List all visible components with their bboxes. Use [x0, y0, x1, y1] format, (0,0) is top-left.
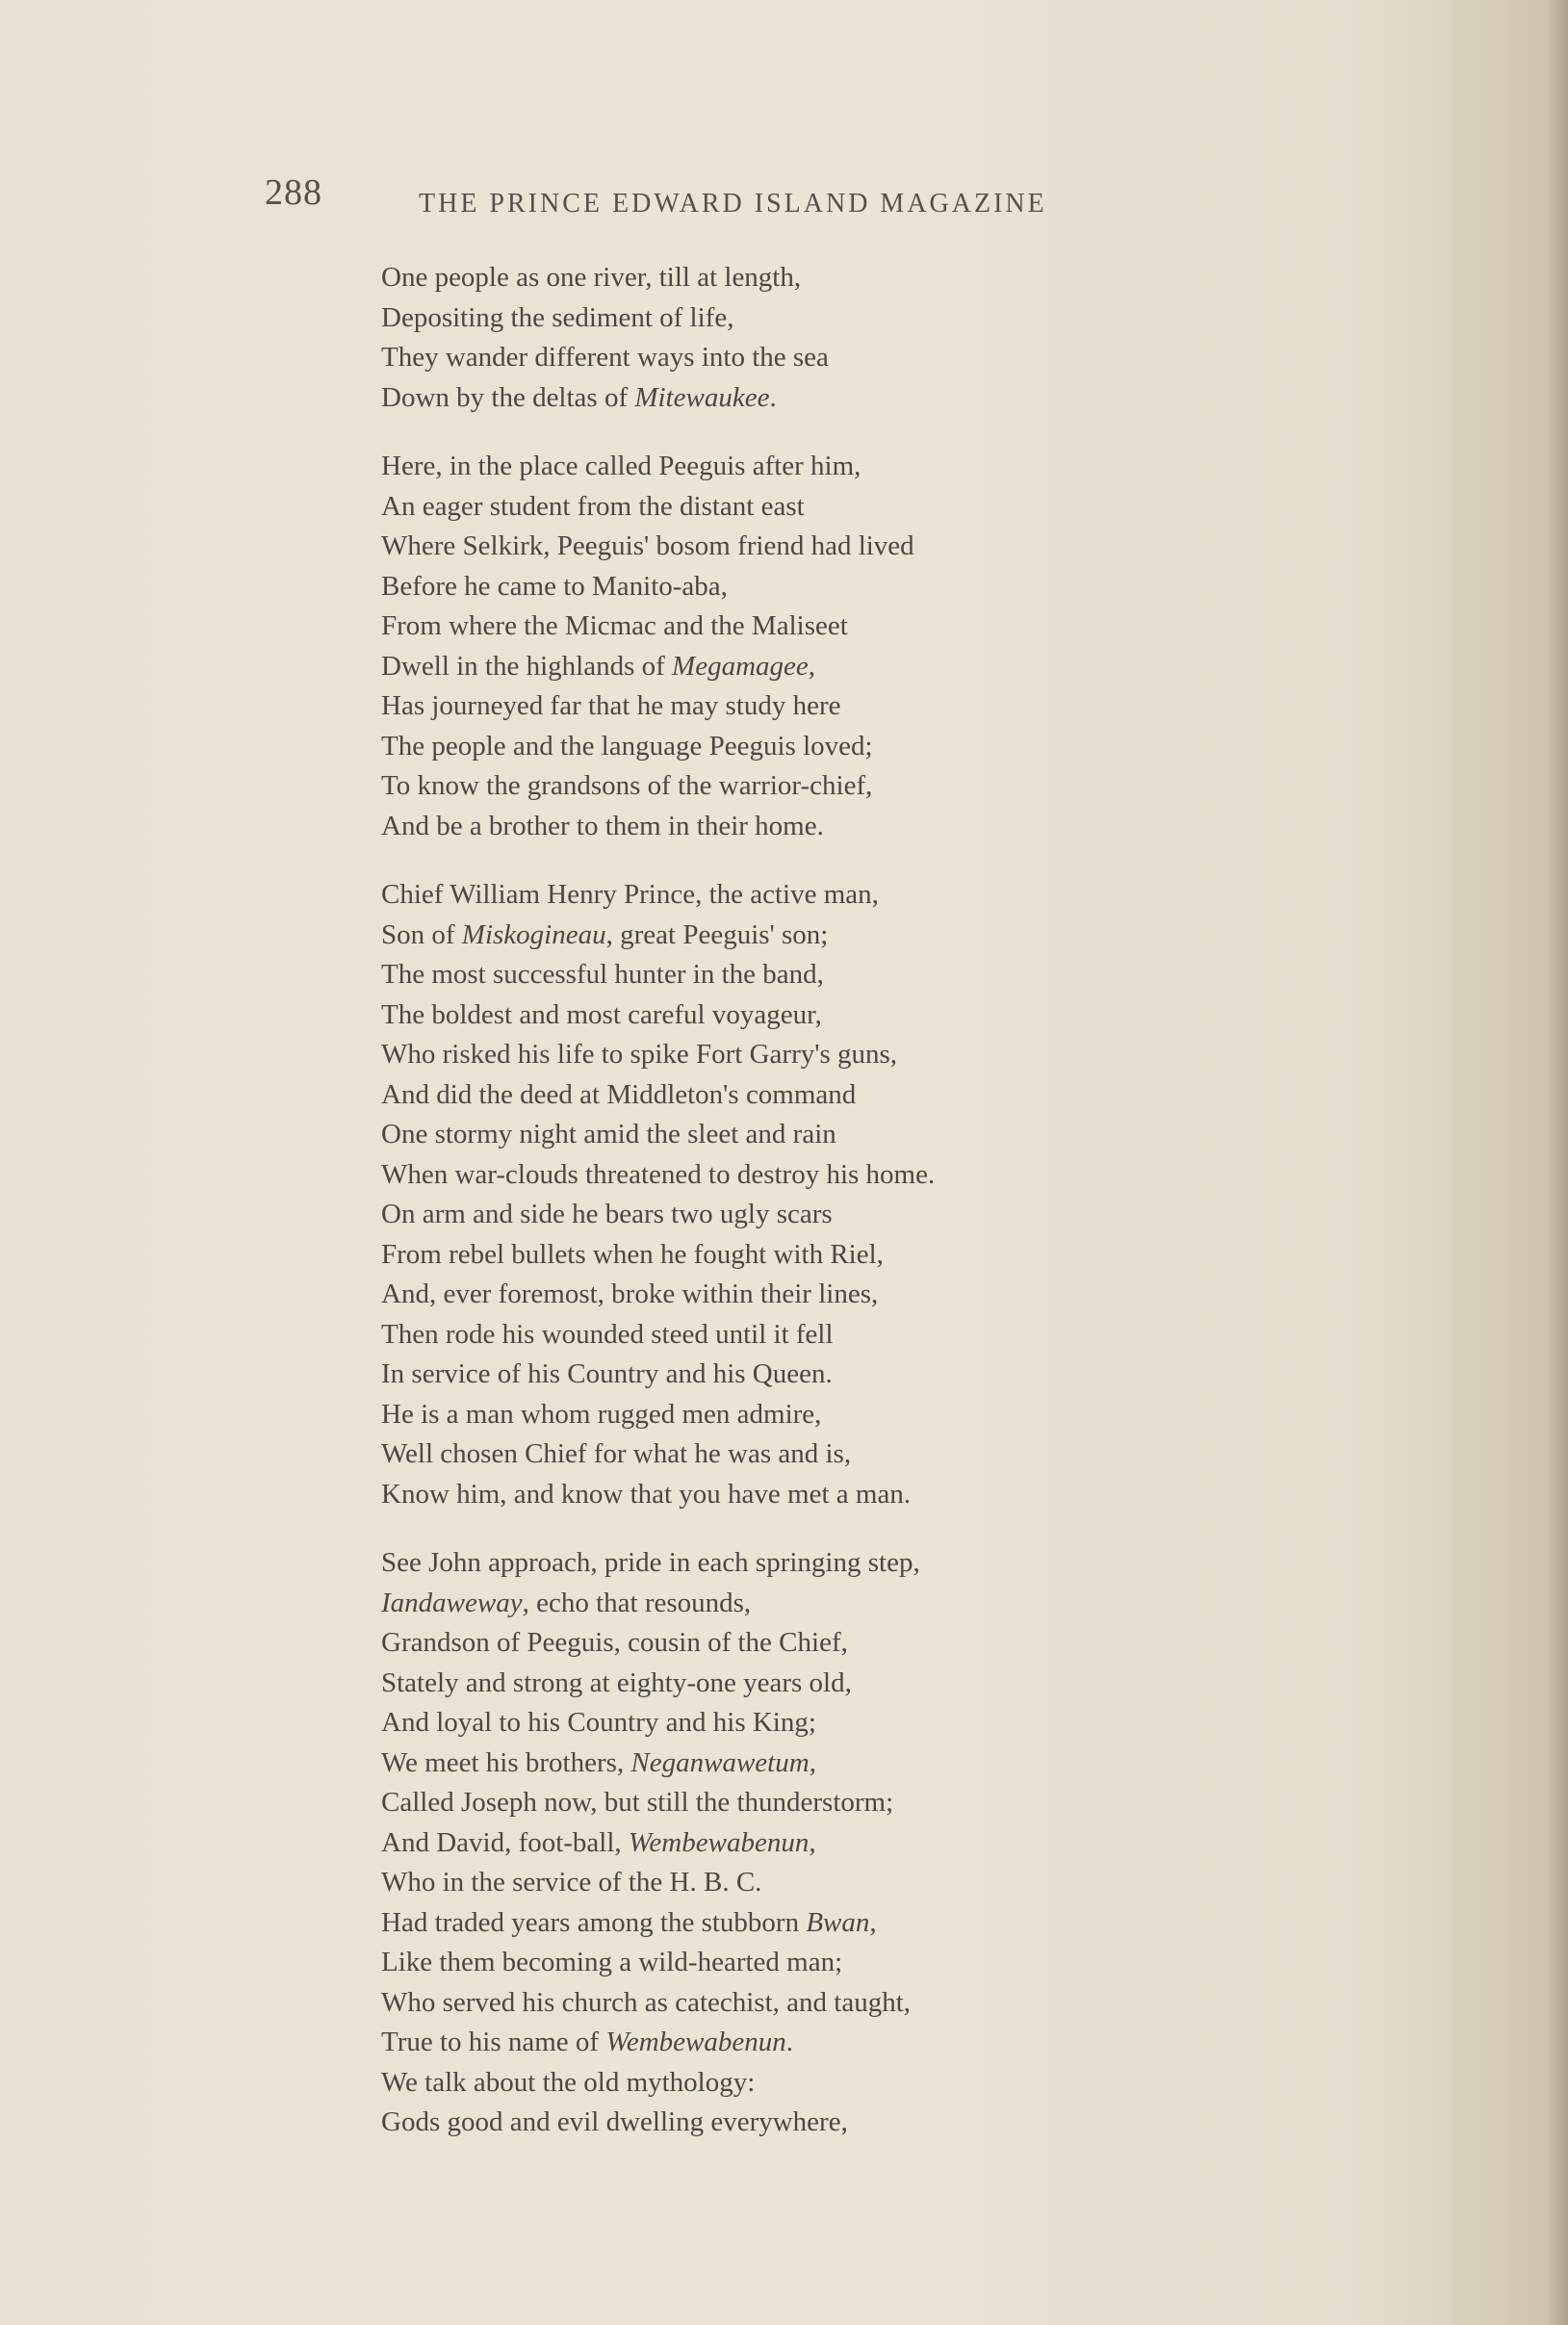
poem-line: Well chosen Chief for what he was and is, — [381, 1438, 852, 1469]
line-text: Had traded years among the stubborn — [381, 1906, 807, 1938]
italic-name: Mitewaukee — [634, 381, 770, 413]
poem-line: Who risked his life to spike Fort Garry's guns, — [381, 1039, 898, 1070]
line-text: , — [869, 1906, 877, 1938]
poem-line: The boldest and most careful voyageur, — [381, 998, 822, 1030]
poem-line: Know him, and know that you have met a man. — [381, 1478, 912, 1510]
italic-name: Iandaweway — [381, 1587, 523, 1618]
poem-line — [381, 1584, 1151, 1624]
poem-line: They wander different ways into the sea — [381, 342, 829, 373]
line-text: . — [769, 381, 777, 413]
page-header — [265, 171, 1170, 229]
poem-line: He is a man whom rugged men admire, — [381, 1398, 822, 1430]
poem-line — [381, 1744, 1151, 1784]
line-text: , — [809, 1746, 816, 1778]
line-text: , echo that resounds, — [522, 1587, 752, 1618]
stanza — [381, 447, 1151, 846]
poem-line — [381, 378, 1151, 419]
stanza — [381, 875, 1151, 1514]
poem-line: An eager student from the distant east — [381, 490, 805, 522]
italic-name: Miskogineau — [461, 918, 606, 950]
poem-line: We talk about the old mythology: — [381, 2066, 756, 2098]
poem-line: Gods good and evil dwelling everywhere, — [381, 2106, 848, 2137]
poem-line: When war-clouds threatened to destroy his home. — [381, 1158, 936, 1190]
line-text: , — [808, 650, 816, 682]
poem-line: From where the Micmac and the Maliseet — [381, 610, 848, 641]
line-text: . — [785, 2027, 793, 2057]
italic-name: Bwan — [806, 1906, 870, 1938]
line-text: Dwell in the highlands of — [381, 650, 673, 682]
poem-line: See John approach, pride in each springing step, — [381, 1547, 920, 1578]
poem-line: The people and the language Peeguis loved; — [381, 730, 873, 762]
poem-body — [381, 258, 1151, 2172]
line-text: And David, foot-ball, — [381, 1826, 629, 1858]
poem-line: Before he came to Manito-aba, — [381, 570, 728, 602]
poem-line — [381, 2023, 1151, 2063]
poem-line: Here, in the place called Peeguis after him, — [381, 451, 861, 481]
line-text: Down by the deltas of — [381, 381, 635, 413]
line-text: True to his name of — [381, 2027, 606, 2057]
italic-name: Wembewabenun — [605, 2027, 786, 2057]
poem-line — [381, 1903, 1151, 1944]
poem-line: Chief William Henry Prince, the active man, — [381, 879, 879, 910]
poem-line: Stately and strong at eighty-one years old, — [381, 1666, 852, 1698]
poem-line: And did the deed at Middleton's command — [381, 1078, 857, 1110]
line-text: , — [809, 1826, 816, 1858]
poem-line: To know the grandsons of the warrior-chief, — [381, 770, 873, 801]
line-text: Son of — [381, 918, 462, 950]
poem-line: Called Joseph now, but still the thunderstorm; — [381, 1787, 894, 1818]
poem-line: The most successful hunter in the band, — [381, 959, 824, 990]
poem-line: In service of his Country and his Queen. — [381, 1358, 833, 1389]
poem-line: On arm and side he bears two ugly scars — [381, 1199, 833, 1229]
poem-line: Who in the service of the H. B. C. — [381, 1867, 762, 1898]
poem-line: One people as one river, till at length, — [381, 262, 802, 293]
stanza — [381, 1543, 1151, 2143]
poem-line: Then rode his wounded steed until it fell — [381, 1318, 834, 1350]
poem-line: One stormy night amid the sleet and rain — [381, 1119, 836, 1150]
poem-line: And be a brother to them in their home. — [381, 810, 824, 841]
poem-line: And loyal to his Country and his King; — [381, 1707, 816, 1738]
poem-line: Grandson of Peeguis, cousin of the Chief, — [381, 1627, 848, 1658]
italic-name: Neganwawetum — [630, 1746, 810, 1778]
italic-name: Megamagee — [672, 650, 809, 682]
poem-line — [381, 1823, 1151, 1864]
poem-line: Where Selkirk, Peeguis' bosom friend had lived — [381, 530, 914, 561]
running-title: THE PRINCE EDWARD ISLAND MAGAZINE — [419, 189, 1047, 219]
poem-line: Depositing the sediment of life, — [381, 301, 734, 333]
line-text: , great Peeguis' son; — [605, 918, 829, 950]
poem-line: From rebel bullets when he fought with Riel, — [381, 1238, 884, 1270]
poem-line: And, ever foremost, broke within their lines, — [381, 1279, 879, 1309]
poem-line: Like them becoming a wild-hearted man; — [381, 1947, 843, 1977]
stanza — [381, 258, 1151, 418]
poem-line: Who served his church as catechist, and taught, — [381, 1986, 912, 2018]
line-text: We meet his brothers, — [381, 1746, 631, 1778]
page-number: 288 — [265, 172, 322, 213]
poem-line: Has journeyed far that he may study here — [381, 690, 841, 721]
poem-line — [381, 916, 1151, 956]
page-edge-shadow — [1547, 0, 1568, 2325]
poem-line — [381, 647, 1151, 687]
italic-name: Wembewabenun — [628, 1826, 810, 1858]
